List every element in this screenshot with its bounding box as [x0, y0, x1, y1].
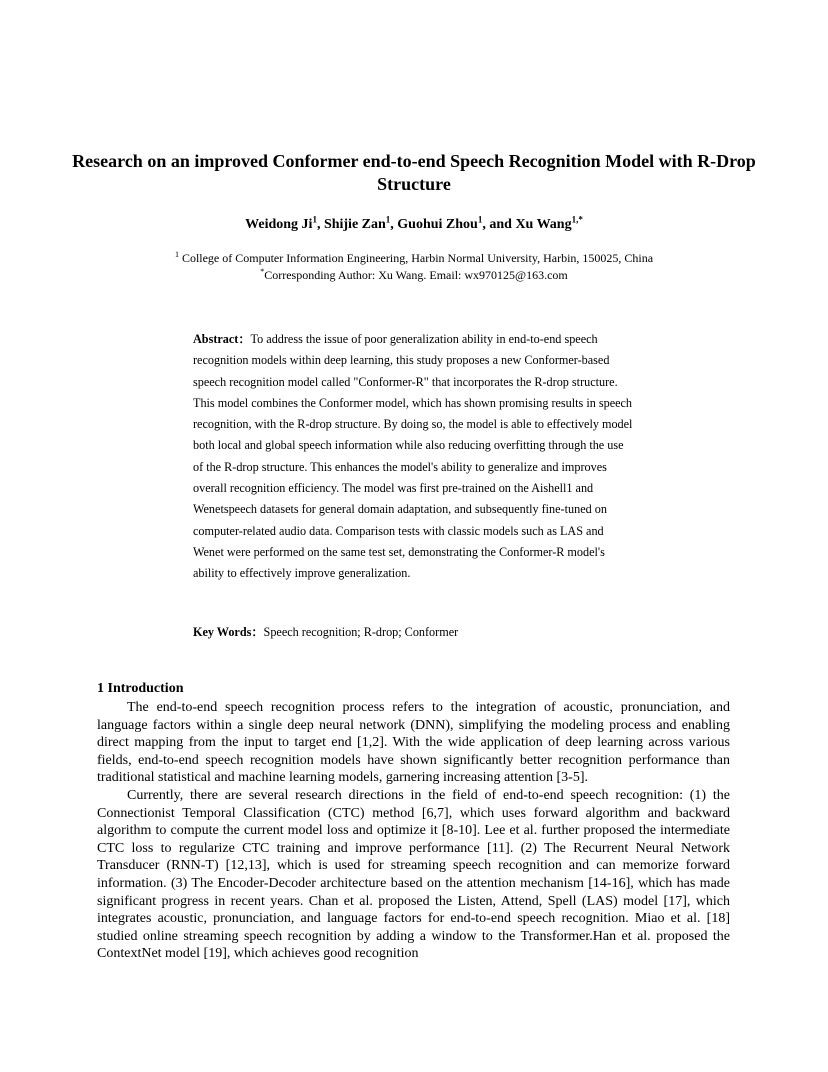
author-affil-mark: 1	[312, 214, 317, 225]
affiliation-mark: 1	[174, 250, 179, 259]
abstract-text: To address the issue of poor generalization ability in end-to-end speech recognition models within deep learning, this study proposes a new Conformer-based speech recognition model called "Conformer-R" that incorporates the R-drop structure. This model combines the Conformer model, which has shown promising results in speech recognition, with the R-drop structure. By doing so, the model is able to effectively model both local and global speech information while also reducing overfitting through the use of the R-drop structure. This enhances the model's ability to generalize and improves overall recognition efficiency. The model was first pre-trained on the Aishell1 and Wenetspeech datasets for general domain adaptation, and subsequently fine-tuned on computer-related audio data. Comparison tests with classic models such as LAS and Wenet were performed on the same test set, demonstrating the Conformer-R model's ability to effectively improve generalization.	[193, 332, 633, 581]
abstract	[193, 329, 633, 585]
corresponding-mark: *	[260, 267, 265, 276]
keywords	[193, 624, 633, 641]
author-name: Shijie Zan	[323, 217, 386, 232]
keywords-text: Speech recognition; R-drop; Conformer	[263, 625, 459, 639]
abstract-label: Abstract：	[193, 332, 251, 346]
affiliation-line	[0, 250, 828, 267]
body-paragraph: Currently, there are several research directions in the field of end-to-end speech recognition: (1) the Connectionist Temporal Classification (CTC) method [6,7], which uses forward algorithm and backward algorithm to compute the current model loss and optimize it [8-10]. Lee et al. further proposed the intermediate CTC loss to regularize CTC training and improve performance [11]. (2) The Recurrent Neural Network Transducer (RNN-T) [12,13], which is used for streaming speech recognition and can memorize forward information. (3) The Encoder-Decoder architecture based on the attention mechanism [14-16], which has made significant progress in recent years. Chan et al. proposed the Listen, Attend, Spell (LAS) model [17], which integrates acoustic, pronunciation, and language factors for end-to-end speech recognition. Miao et al. [18] studied online streaming speech recognition by adding a window to the Transformer.Han et al. proposed the ContextNet model [19], which achieves good recognition	[97, 787, 730, 962]
keywords-label: Key Words：	[193, 625, 264, 639]
corresponding-author-line	[0, 267, 828, 284]
author-name: Guohui Zhou	[397, 217, 478, 232]
corresponding-author-text: Corresponding Author: Xu Wang. Email: wx970125@163.com	[264, 268, 568, 282]
author-name: Weidong Ji	[245, 217, 313, 232]
section-body	[97, 699, 730, 963]
author-name: Xu Wang	[515, 217, 572, 232]
author-list	[0, 216, 828, 234]
paper-title: Research on an improved Conformer end-to-end Speech Recognition Model with R-Drop Structure	[72, 151, 756, 194]
author-affil-mark: 1	[477, 214, 483, 225]
author-separator: , and	[482, 217, 516, 232]
author-affil-mark: 1	[385, 214, 391, 225]
section-heading: 1 Introduction	[97, 681, 184, 696]
affiliation-block	[0, 250, 828, 284]
body-paragraph: The end-to-end speech recognition process refers to the integration of acoustic, pronunciation, and language factors within a single deep neural network (DNN), simplifying the modeling process and enabling direct mapping from the input to target end [1,2]. With the wide application of deep learning across various fields, end-to-end speech recognition models have shown significantly better recognition performance than traditional statistical and machine learning models, garnering increasing attention [3-5].	[97, 700, 730, 786]
author-separator: ,	[316, 217, 324, 232]
author-affil-mark: 1,*	[571, 214, 583, 225]
author-separator: ,	[390, 217, 398, 232]
affiliation-text: College of Computer Information Engineering, Harbin Normal University, Harbin, 150025, China	[181, 251, 654, 265]
